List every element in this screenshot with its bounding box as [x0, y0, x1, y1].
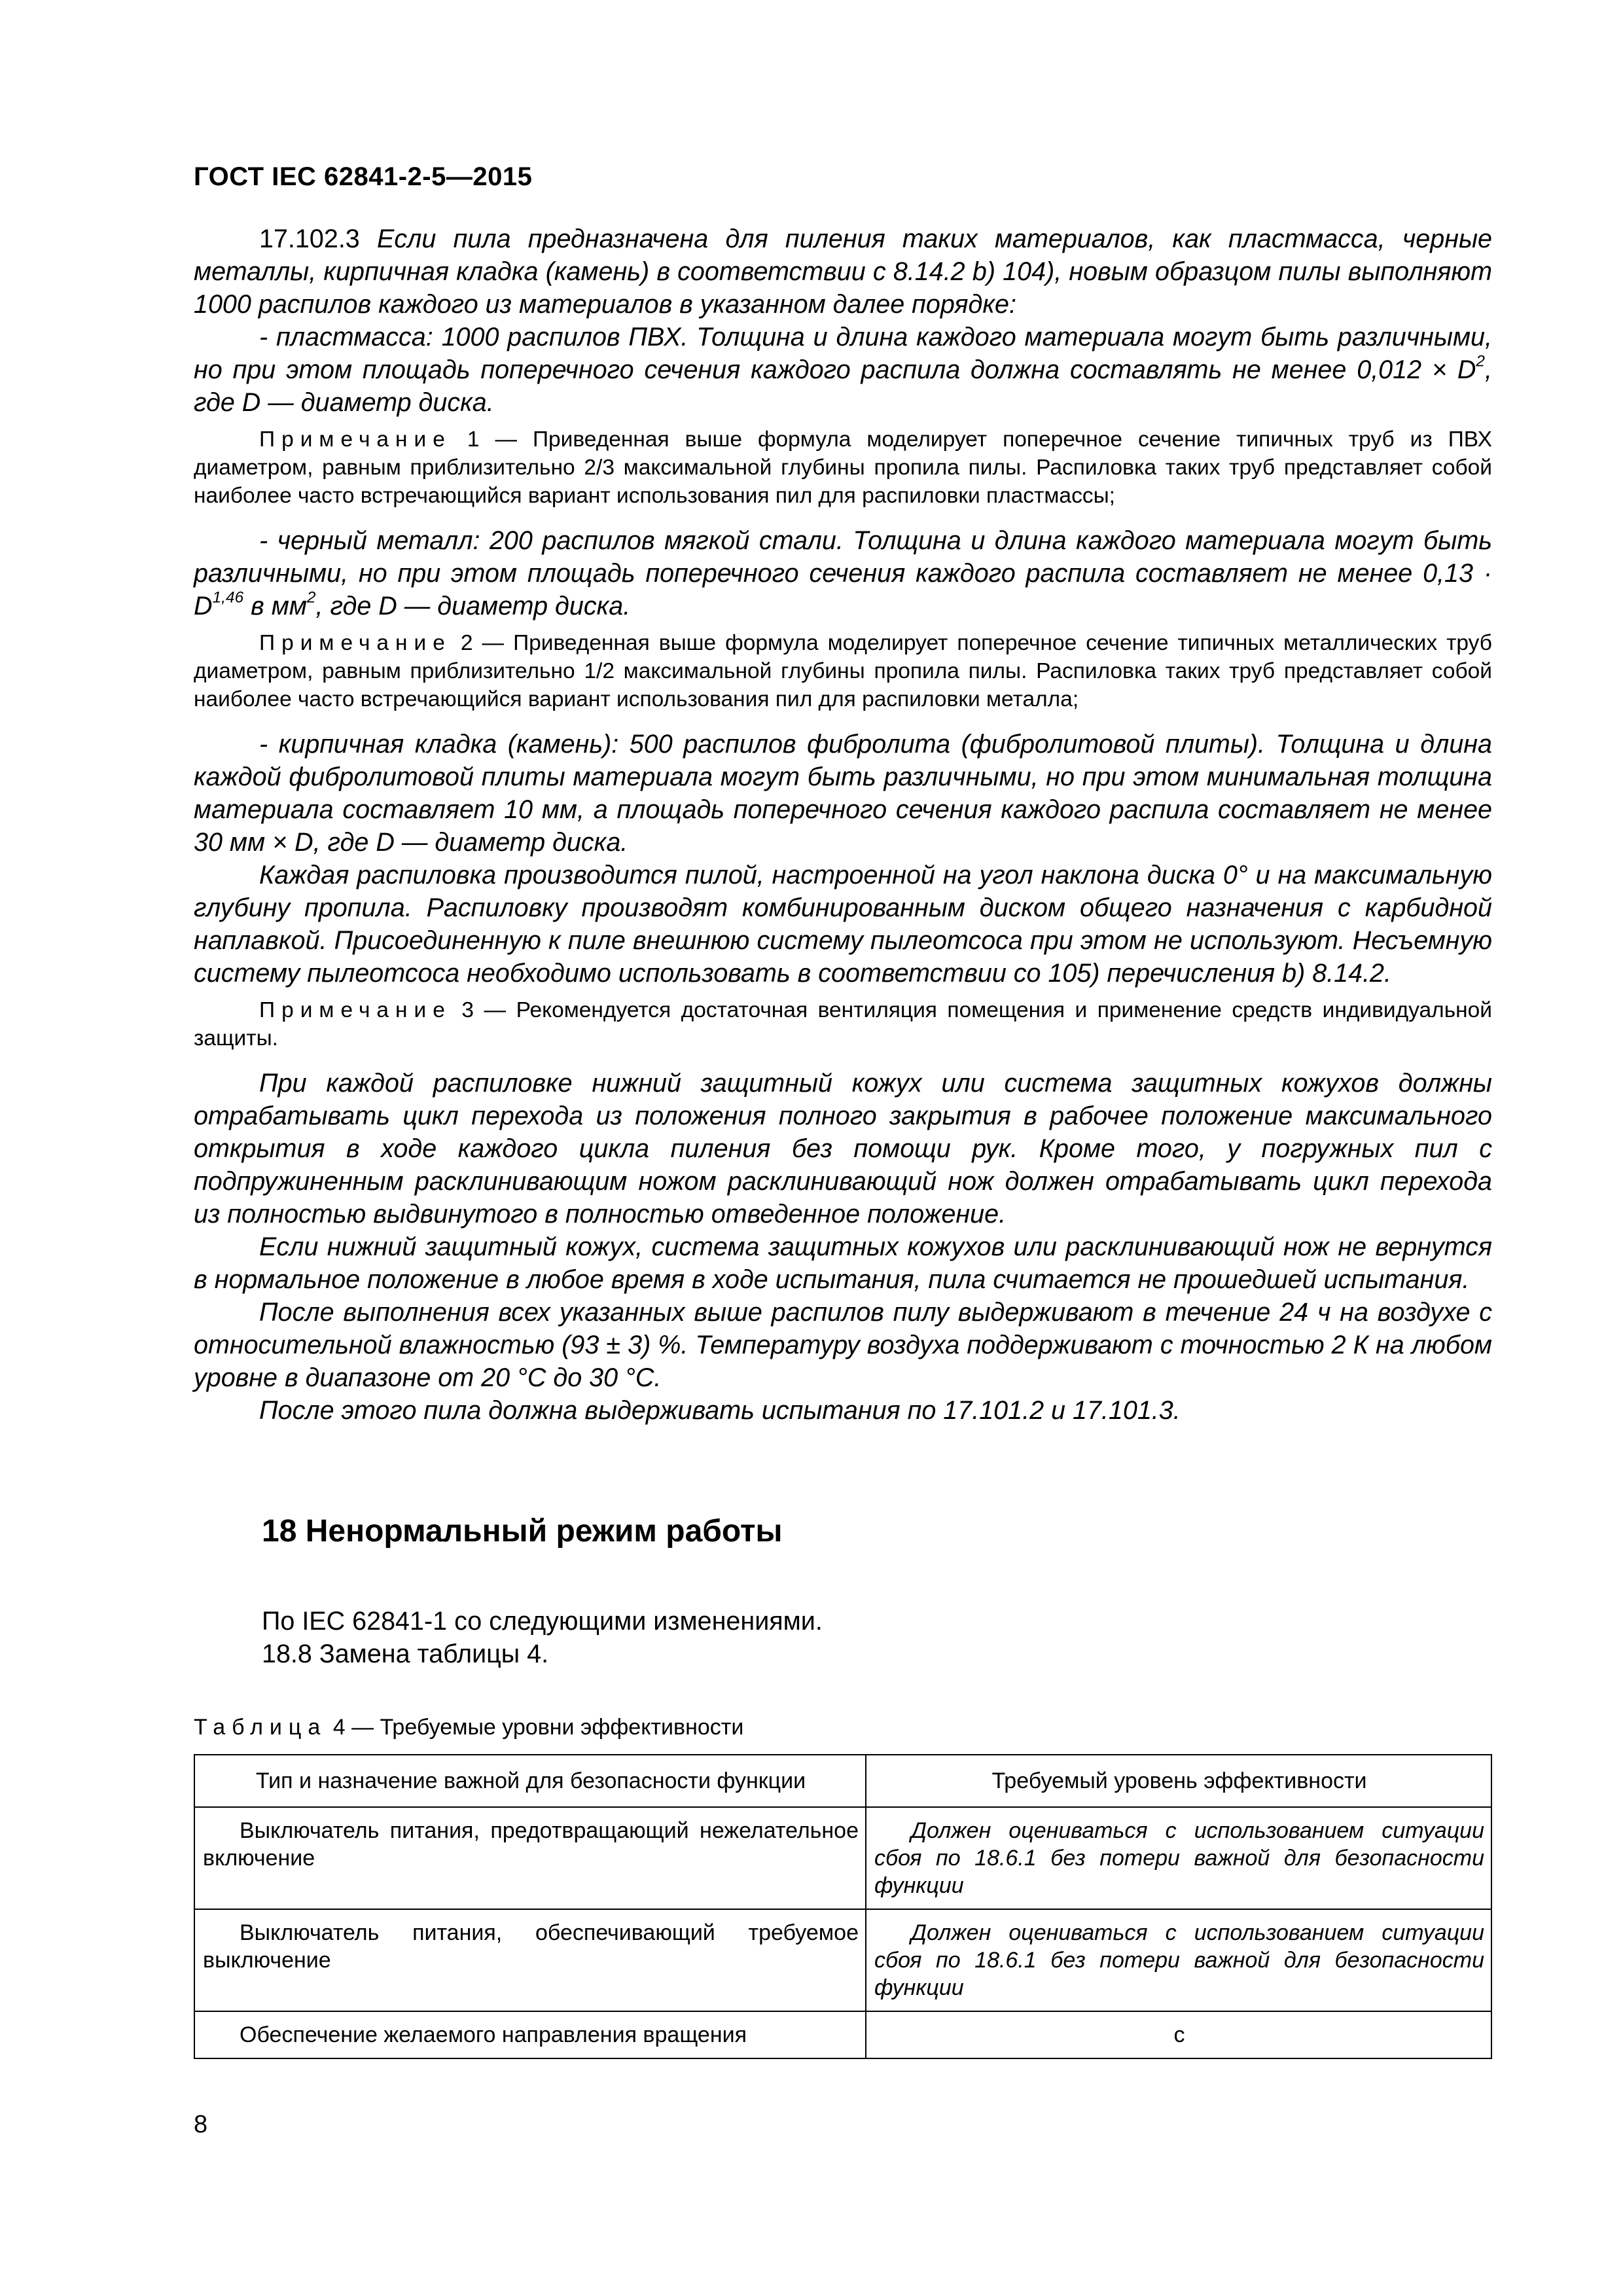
note-3: Примечание 3 — Рекомендуется достаточная вентиляция помещения и применение средств индивидуальной защиты.: [194, 998, 1492, 1050]
table-row: [194, 2011, 1491, 2058]
table-cell-function: Выключатель питания, предотвращающий нежелательное включение: [194, 1807, 866, 1909]
table-row: [194, 1909, 1491, 2011]
table-cell-level: Должен оцениваться с использованием ситуации сбоя по 18.6.1 без потери важной для безопасности функции: [866, 1909, 1491, 2011]
clause-number: 17.102.3: [259, 224, 360, 253]
note-label: Примечание: [259, 998, 452, 1022]
guard-paragraph: При каждой распиловке нижний защитный кожух или система защитных кожухов должны отрабатывать цикл перехода из положения полного закрытия в рабочее положение максимального открытия в ходе каждого цикла пиления без помощи рук. Кроме того, у погружных пил с подпружиненным расклинивающим ножом расклинивающий нож должен отрабатывать цикл перехода из полностью выдвинутого в полностью отведенное положение.: [194, 1069, 1492, 1229]
fail-paragraph: Если нижний защитный кожух, система защитных кожухов или расклинивающий нож не вернутся в нормальное положение в любое время в ходе испытания, пила считается не прошедшей испытания.: [194, 1232, 1492, 1294]
clause-intro-text: Если пила предназначена для пиления таких материалов, как пластмасса, черные металлы, кирпичная кладка (камень) в соответствии с 8.14.2 b) 104), новым образцом пилы выполняют 1000 распилов каждого из материалов в указанном далее порядке:: [194, 224, 1492, 319]
table-header-function: Тип и назначение важной для безопасности функции: [194, 1755, 866, 1807]
section-18-text: [262, 1605, 823, 1670]
clause-17-102-3: [194, 223, 1492, 1427]
section-18-line-1: По IEC 62841-1 со следующими изменениями.: [262, 1607, 823, 1636]
table-4: [194, 1754, 1492, 2059]
note-1: Примечание 1 — Приведенная выше формула моделирует поперечное сечение типичных труб из ПВХ диаметром, равным приблизительно 2/3 максимальной глубины пропила пилы. Распиловка таких труб представляет собой наиболее часто встречающийся вариант использования пил для распиловки пластмассы;: [194, 427, 1493, 508]
final-paragraph: После этого пила должна выдерживать испытания по 17.101.2 и 17.101.3.: [259, 1396, 1181, 1425]
page-number: 8: [194, 2111, 208, 2138]
table-cell-level: Должен оцениваться с использованием ситуации сбоя по 18.6.1 без потери важной для безопасности функции: [866, 1807, 1491, 1909]
table-cell-level: c: [866, 2011, 1491, 2058]
humidity-paragraph: После выполнения всех указанных выше распилов пилу выдерживают в течение 24 ч на воздухе с относительной влажностью (93 ± 3) %. Температуру воздуха поддерживают с точностью 2 К на любом уровне в диапазоне от 20 °С до 30 °С.: [194, 1298, 1492, 1392]
note-label: Примечание: [259, 427, 452, 452]
table-row: [194, 1807, 1491, 1909]
table-header-level: Требуемый уровень эффективности: [866, 1755, 1491, 1807]
note-2: Примечание 2 — Приведенная выше формула моделирует поперечное сечение типичных металлических труб диаметром, равным приблизительно 1/2 максимальной глубины пропила пилы. Распиловка таких труб представляет собой наиболее часто встречающийся вариант использования пил для распиловки металла;: [194, 631, 1492, 711]
sawing-paragraph: Каждая распиловка производится пилой, настроенной на угол наклона диска 0° и на максимальную глубину пропила. Распиловку производят комбинированным диском общего назначения с карбидной наплавкой. Присоединенную к пиле внешнюю систему пылеотсоса при этом не используют. Несъемную систему пылеотсоса необходимо использовать в соответствии со 105) перечисления b) 8.14.2.: [194, 861, 1492, 988]
standard-code-header: ГОСТ IEC 62841-2-5—2015: [194, 162, 533, 191]
note-label: Примечание: [259, 631, 452, 655]
section-18-heading: 18 Ненормальный режим работы: [262, 1514, 783, 1549]
table-cell-function: Выключатель питания, обеспечивающий требуемое выключение: [194, 1909, 866, 2011]
section-18-line-2: 18.8 Замена таблицы 4.: [262, 1640, 549, 1668]
metal-item: - черный металл: 200 распилов мягкой стали. Толщина и длина каждого материала могут быть различными, но при этом площадь поперечного сечения каждого распила составляет не менее 0,13 · D$^{1,46}$ в $мм^2$, где D — диаметр диска.: [194, 526, 1492, 620]
brick-item: - кирпичная кладка (камень): 500 распилов фибролита (фибролитовой плиты). Толщина и длина каждой фибролитовой плиты материала могут быть различными, но при этом минимальная толщина материала составляет 10 мм, а площадь поперечного сечения каждого распила составляет не менее 30 мм × D, где D — диаметр диска.: [194, 730, 1492, 857]
table-cell-function: Обеспечение желаемого направления вращения: [194, 2011, 866, 2058]
clause-intro-paragraph: [194, 223, 1492, 321]
table-4-title: Таблица 4 — Требуемые уровни эффективности: [194, 1715, 744, 1740]
plastic-item: - пластмасса: 1000 распилов ПВХ. Толщина и длина каждого материала могут быть различными, но при этом площадь поперечного сечения каждого распила должна составлять не менее $0,012 \times D^2$, где D — диаметр диска.: [194, 323, 1492, 417]
table-header-row: [194, 1755, 1491, 1807]
